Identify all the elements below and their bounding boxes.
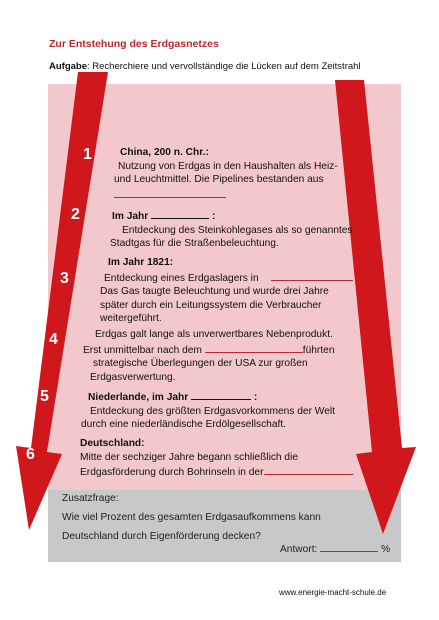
entry-3-line: später durch ein Leitungssystem die Verbraucher xyxy=(100,299,322,311)
answer-row xyxy=(280,540,390,559)
entry-4-line: Erdgasverwertung. xyxy=(90,371,176,383)
page-title: Zur Entstehung des Erdgasnetzes xyxy=(49,38,219,50)
entry-4-answer-blank[interactable] xyxy=(205,342,303,353)
entry-4 xyxy=(83,328,335,384)
entry-2-year-blank[interactable] xyxy=(151,208,209,219)
entry-1 xyxy=(114,146,338,202)
extra-question xyxy=(62,489,321,546)
entry-6-line-end: . xyxy=(351,467,355,479)
entry-3-line: Entdeckung eines Erdgaslagers in xyxy=(104,272,259,284)
entry-2-line: Entdeckung des Steinkohlegases als so genanntes xyxy=(122,224,353,236)
entry-1-head: China, 200 n. Chr.: xyxy=(120,147,209,158)
task-label: Aufgabe xyxy=(49,61,87,72)
answer-blank[interactable] xyxy=(320,541,378,552)
timeline-number-5: 5 xyxy=(40,388,49,405)
entry-3-head: Im Jahr 1821: xyxy=(108,257,174,268)
timeline-number-3: 3 xyxy=(60,270,69,287)
entry-5-head-suffix: : xyxy=(253,392,258,403)
entry-1-line: Nutzung von Erdgas in den Haushalten als Heiz- xyxy=(118,160,338,172)
entry-2-head: Im Jahr xyxy=(112,211,149,222)
timeline-number-2: 2 xyxy=(71,206,80,223)
extra-question-label: Zusatzfrage: xyxy=(62,493,119,504)
entry-5-head: Niederlande, im Jahr xyxy=(88,392,189,403)
entry-6-head: Deutschland: xyxy=(80,438,145,449)
entry-3 xyxy=(100,256,353,326)
entry-1-line: und Leuchtmittel. Die Pipelines bestanden aus xyxy=(114,174,324,186)
entry-5-line: durch eine niederländische Erdölgesellschaft. xyxy=(81,419,287,431)
entry-6-line: Mitte der sechziger Jahre begann schließlich die xyxy=(80,451,299,463)
entry-6 xyxy=(80,437,354,480)
answer-unit: % xyxy=(381,544,391,555)
entry-5 xyxy=(81,389,335,432)
entry-6-answer-blank[interactable] xyxy=(264,464,352,475)
entry-3-answer-blank[interactable] xyxy=(271,270,353,281)
footer-url[interactable]: www.energie-macht-schule.de xyxy=(279,588,387,597)
entry-5-year-blank[interactable] xyxy=(191,389,251,400)
timeline-number-6: 6 xyxy=(26,446,35,463)
entry-3-line: weitergeführt. xyxy=(100,313,162,325)
entry-4-line: Erst unmittelbar nach dem xyxy=(83,344,202,356)
timeline-number-1: 1 xyxy=(83,146,92,163)
entry-1-answer-blank[interactable] xyxy=(114,187,226,198)
extra-question-line: Wie viel Prozent des gesamten Erdgasaufkommens kann xyxy=(62,512,321,523)
entry-4-line: strategische Überlegungen der USA zur großen xyxy=(93,358,308,370)
entry-2-head-suffix: : xyxy=(211,211,216,222)
entry-4-line: führten xyxy=(302,344,335,356)
entry-4-line: Erdgas galt lange als unverwertbares Nebenprodukt. xyxy=(95,329,333,340)
extra-question-line: Deutschland durch Eigenförderung decken? xyxy=(62,531,261,542)
task-text: : Recherchiere und vervollständige die Lücken auf dem Zeitstrahl xyxy=(87,61,361,72)
entry-6-line: Erdgasförderung durch Bohrinseln in der xyxy=(80,467,264,479)
timeline-number-4: 4 xyxy=(49,331,58,348)
entry-3-line: Das Gas taugte Beleuchtung und wurde drei Jahre xyxy=(100,286,329,298)
answer-label: Antwort: xyxy=(280,544,318,555)
entry-2 xyxy=(112,208,353,251)
entry-2-line: Stadtgas für die Straßenbeleuchtung. xyxy=(110,238,279,250)
entry-5-line: Entdeckung des größten Erdgasvorkommens der Welt xyxy=(90,405,335,417)
